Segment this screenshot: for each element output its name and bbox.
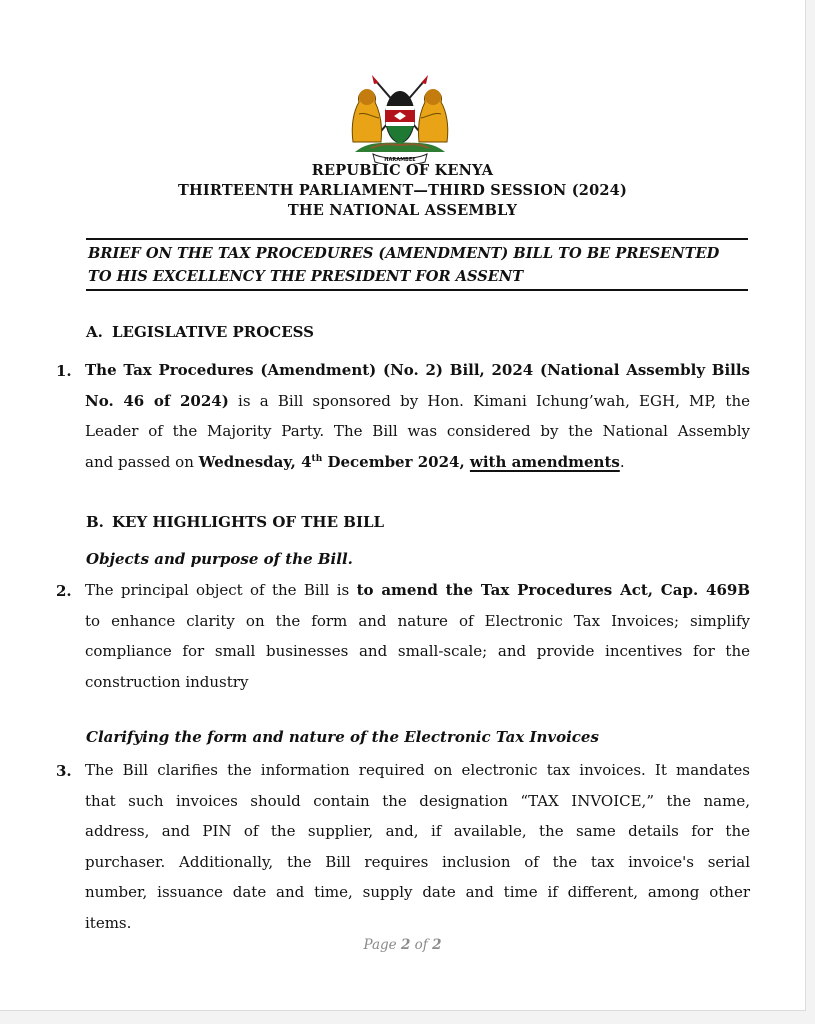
passed-on-text: and passed on <box>85 452 199 471</box>
page-footer <box>0 937 805 953</box>
paragraph-1-number: 1. <box>56 362 72 380</box>
paragraph-3-line-4: purchaser. Additionally, the Bill requires inclusion of the tax invoice's serial <box>85 852 750 871</box>
amend-act-bold: to amend the Tax Procedures Act, Cap. 469B <box>356 581 750 599</box>
section-b-letter: B. <box>86 513 104 531</box>
bill-number-bold: No. 46 of 2024) <box>85 391 229 410</box>
paragraph-2-number: 2. <box>56 582 72 600</box>
passed-date-month-year: December 2024, <box>322 452 470 471</box>
principal-object-text: The principal object of the Bill is <box>85 581 357 599</box>
passed-date-bold <box>199 453 620 471</box>
date-ordinal-suffix: th <box>311 453 323 464</box>
section-b-title: KEY HIGHLIGHTS OF THE BILL <box>112 513 385 531</box>
paragraph-1-line-3: Leader of the Majority Party. The Bill was considered by the National Assembly <box>85 422 750 441</box>
paragraph-2 <box>85 575 750 697</box>
paragraph-3-line-6: items. <box>85 913 132 932</box>
footer-page-word: Page <box>363 937 397 953</box>
section-a-letter: A. <box>86 323 103 341</box>
brief-bottom-rule <box>86 289 748 291</box>
paragraph-1-line-2 <box>85 386 750 417</box>
subheading-electronic-tax-invoices: Clarifying the form and nature of the Electronic Tax Invoices <box>86 728 599 746</box>
footer-of-word: of <box>414 937 428 953</box>
paragraph-2-line-3: compliance for small businesses and small-scale; and provide incentives for the <box>85 642 750 661</box>
section-b-heading <box>86 513 384 531</box>
paragraph-1-line-1 <box>85 355 750 386</box>
section-a-title: LEGISLATIVE PROCESS <box>112 323 314 341</box>
paragraph-2-line-4: construction industry <box>85 672 249 691</box>
paragraph-2-line-2: to enhance clarity on the form and nature of Electronic Tax Invoices; simplify <box>85 611 750 630</box>
header-republic: REPUBLIC OF KENYA <box>311 162 494 179</box>
paragraph-1 <box>85 355 750 477</box>
paragraph-3-line-2: that such invoices should contain the designation “TAX INVOICE,” the name, <box>85 791 750 810</box>
paragraph-3-line-1: The Bill clarifies the information required on electronic tax invoices. It mandates <box>85 761 750 779</box>
section-a-heading <box>86 323 314 341</box>
paragraph-3-number: 3. <box>56 762 72 780</box>
subheading-objects-purpose: Objects and purpose of the Bill. <box>86 550 353 568</box>
brief-title-line-2: TO HIS EXCELLENCY THE PRESIDENT FOR ASSENT <box>88 268 524 285</box>
paragraph-1-line-2-text: is a Bill sponsored by Hon. Kimani Ichung’wah, EGH, MP, the <box>228 391 750 410</box>
header-parliament-session: THIRTEENTH PARLIAMENT—THIRD SESSION (2024) <box>177 182 628 199</box>
bill-title-bold: The Tax Procedures (Amendment) (No. 2) Bill, 2024 (National Assembly Bills <box>85 361 750 379</box>
brief-title-line-1: BRIEF ON THE TAX PROCEDURES (AMENDMENT) BILL TO BE PRESENTED <box>88 245 720 262</box>
kenya-coat-of-arms-icon <box>345 72 455 164</box>
sentence-end: . <box>619 452 625 471</box>
header-national-assembly: THE NATIONAL ASSEMBLY <box>287 202 518 219</box>
footer-page-total: 2 <box>432 937 442 953</box>
footer-page-number: 2 <box>400 937 411 953</box>
paragraph-2-line-1 <box>85 575 750 606</box>
paragraph-3-line-5: number, issuance date and time, supply date and time if different, among other <box>85 883 750 902</box>
passed-date-day: Wednesday, 4 <box>198 452 312 471</box>
brief-top-rule <box>86 238 748 240</box>
paragraph-3-line-3: address, and PIN of the supplier, and, if available, the same details for the <box>85 822 750 841</box>
crest-motto-text: HARAMBEE <box>384 157 416 163</box>
with-amendments-text: with amendments <box>469 452 620 471</box>
paragraph-3 <box>85 755 750 939</box>
paragraph-1-line-4 <box>85 447 750 478</box>
